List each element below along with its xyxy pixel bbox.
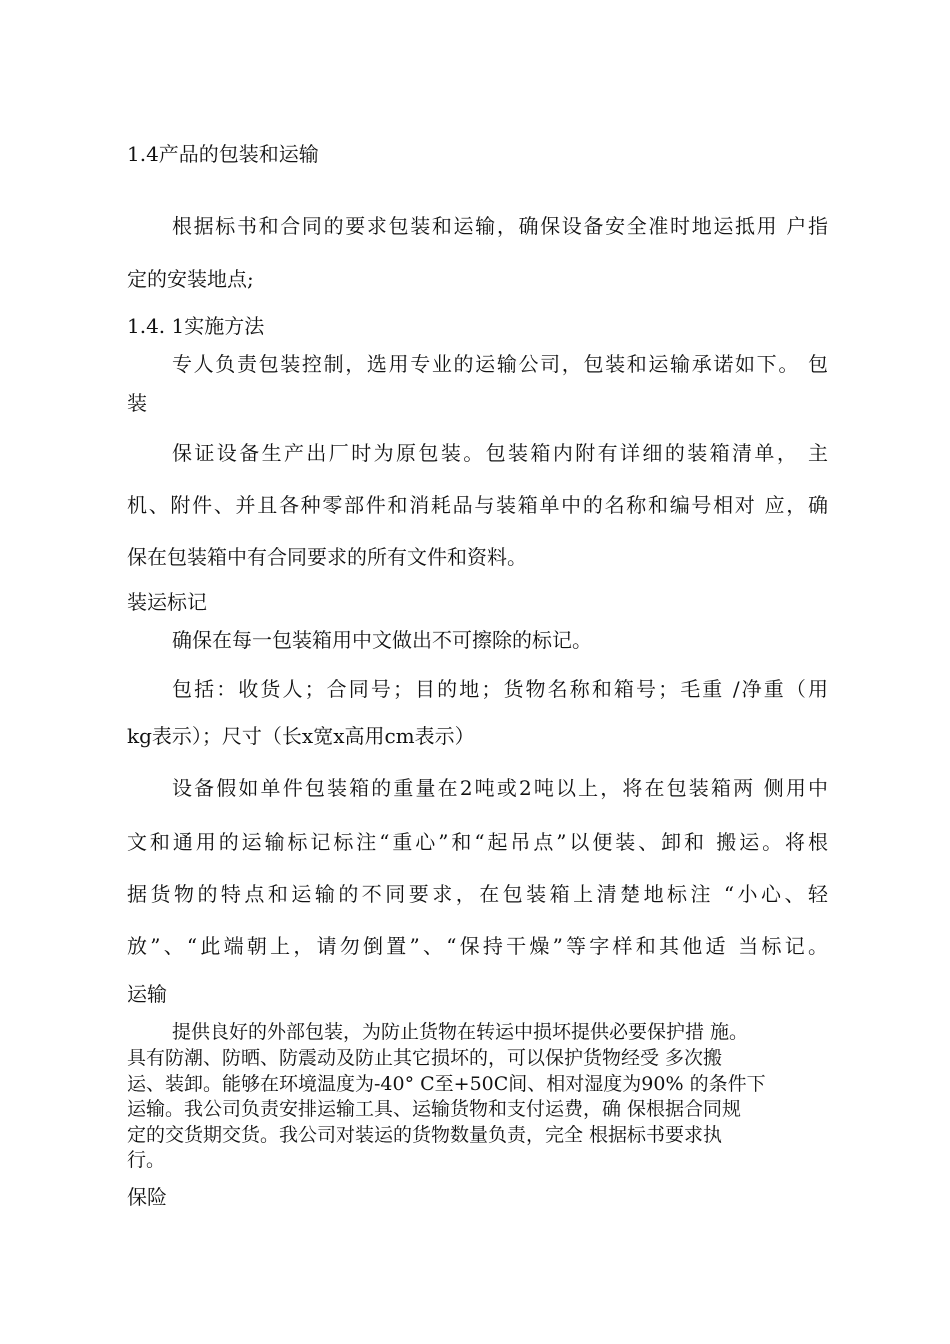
method-paragraph-line-2: 装	[127, 391, 147, 415]
transport-heading: 运输	[127, 982, 167, 1006]
marking-paragraph-2-line-2: kg表示）；尺寸（长x宽x高用cm表示）	[127, 724, 475, 748]
intro-paragraph-line-2: 定的安装地点;	[127, 267, 254, 291]
insurance-heading: 保险	[127, 1185, 167, 1209]
packaging-paragraph-line-1: 保证设备生产出厂时为原包装。包装箱内附有详细的装箱清单， 主	[172, 441, 828, 465]
packaging-paragraph-line-3: 保在包装箱中有合同要求的所有文件和资料。	[127, 545, 527, 569]
marking-paragraph-3-line-3: 据货物的特点和运输的不同要求，在包装箱上清楚地标注 “小心、轻	[127, 882, 828, 906]
section-heading: 1.4产品的包装和运输	[127, 142, 319, 166]
marking-heading: 装运标记	[127, 590, 207, 614]
intro-paragraph-line-1: 根据标书和合同的要求包装和运输，确保设备安全准时地运抵用 户指	[172, 214, 828, 238]
transport-paragraph-line-6: 行。	[127, 1149, 166, 1171]
transport-paragraph-line-4: 运输。我公司负责安排运输工具、运输货物和支付运费，确 保根据合同规	[127, 1098, 742, 1120]
marking-paragraph-3-line-1: 设备假如单件包装箱的重量在2吨或2吨以上，将在包装箱两 侧用中	[172, 776, 828, 800]
marking-paragraph-3-line-4: 放”、“此端朝上，请勿倒置”、“保持干燥”等字样和其他适 当标记。	[127, 934, 828, 958]
marking-paragraph-1: 确保在每一包装箱用中文做出不可擦除的标记。	[172, 628, 592, 652]
method-paragraph-line-1: 专人负责包装控制，选用专业的运输公司，包装和运输承诺如下。 包	[172, 352, 828, 376]
transport-paragraph-line-2: 具有防潮、防晒、防震动及防止其它损坏的，可以保护货物经受 多次搬	[127, 1047, 723, 1069]
subsection-heading: 1.4. 1实施方法	[127, 314, 265, 338]
marking-paragraph-3-line-2: 文和通用的运输标记标注“重心”和“起吊点”以便装、卸和 搬运。将根	[127, 830, 828, 854]
transport-paragraph-line-5: 定的交货期交货。我公司对装运的货物数量负责，完全 根据标书要求执	[127, 1124, 723, 1146]
marking-paragraph-2-line-1: 包括：收货人；合同号；目的地；货物名称和箱号；毛重 /净重（用	[172, 677, 828, 701]
packaging-paragraph-line-2: 机、附件、并且各种零部件和消耗品与装箱单中的名称和编号相对 应，确	[127, 493, 828, 517]
transport-paragraph-line-1: 提供良好的外部包装，为防止货物在转运中损坏提供必要保护措 施。	[172, 1021, 749, 1043]
transport-paragraph-line-3: 运、装卸。能够在环境温度为-40° C至+50C间、相对湿度为90% 的条件下	[127, 1073, 766, 1095]
